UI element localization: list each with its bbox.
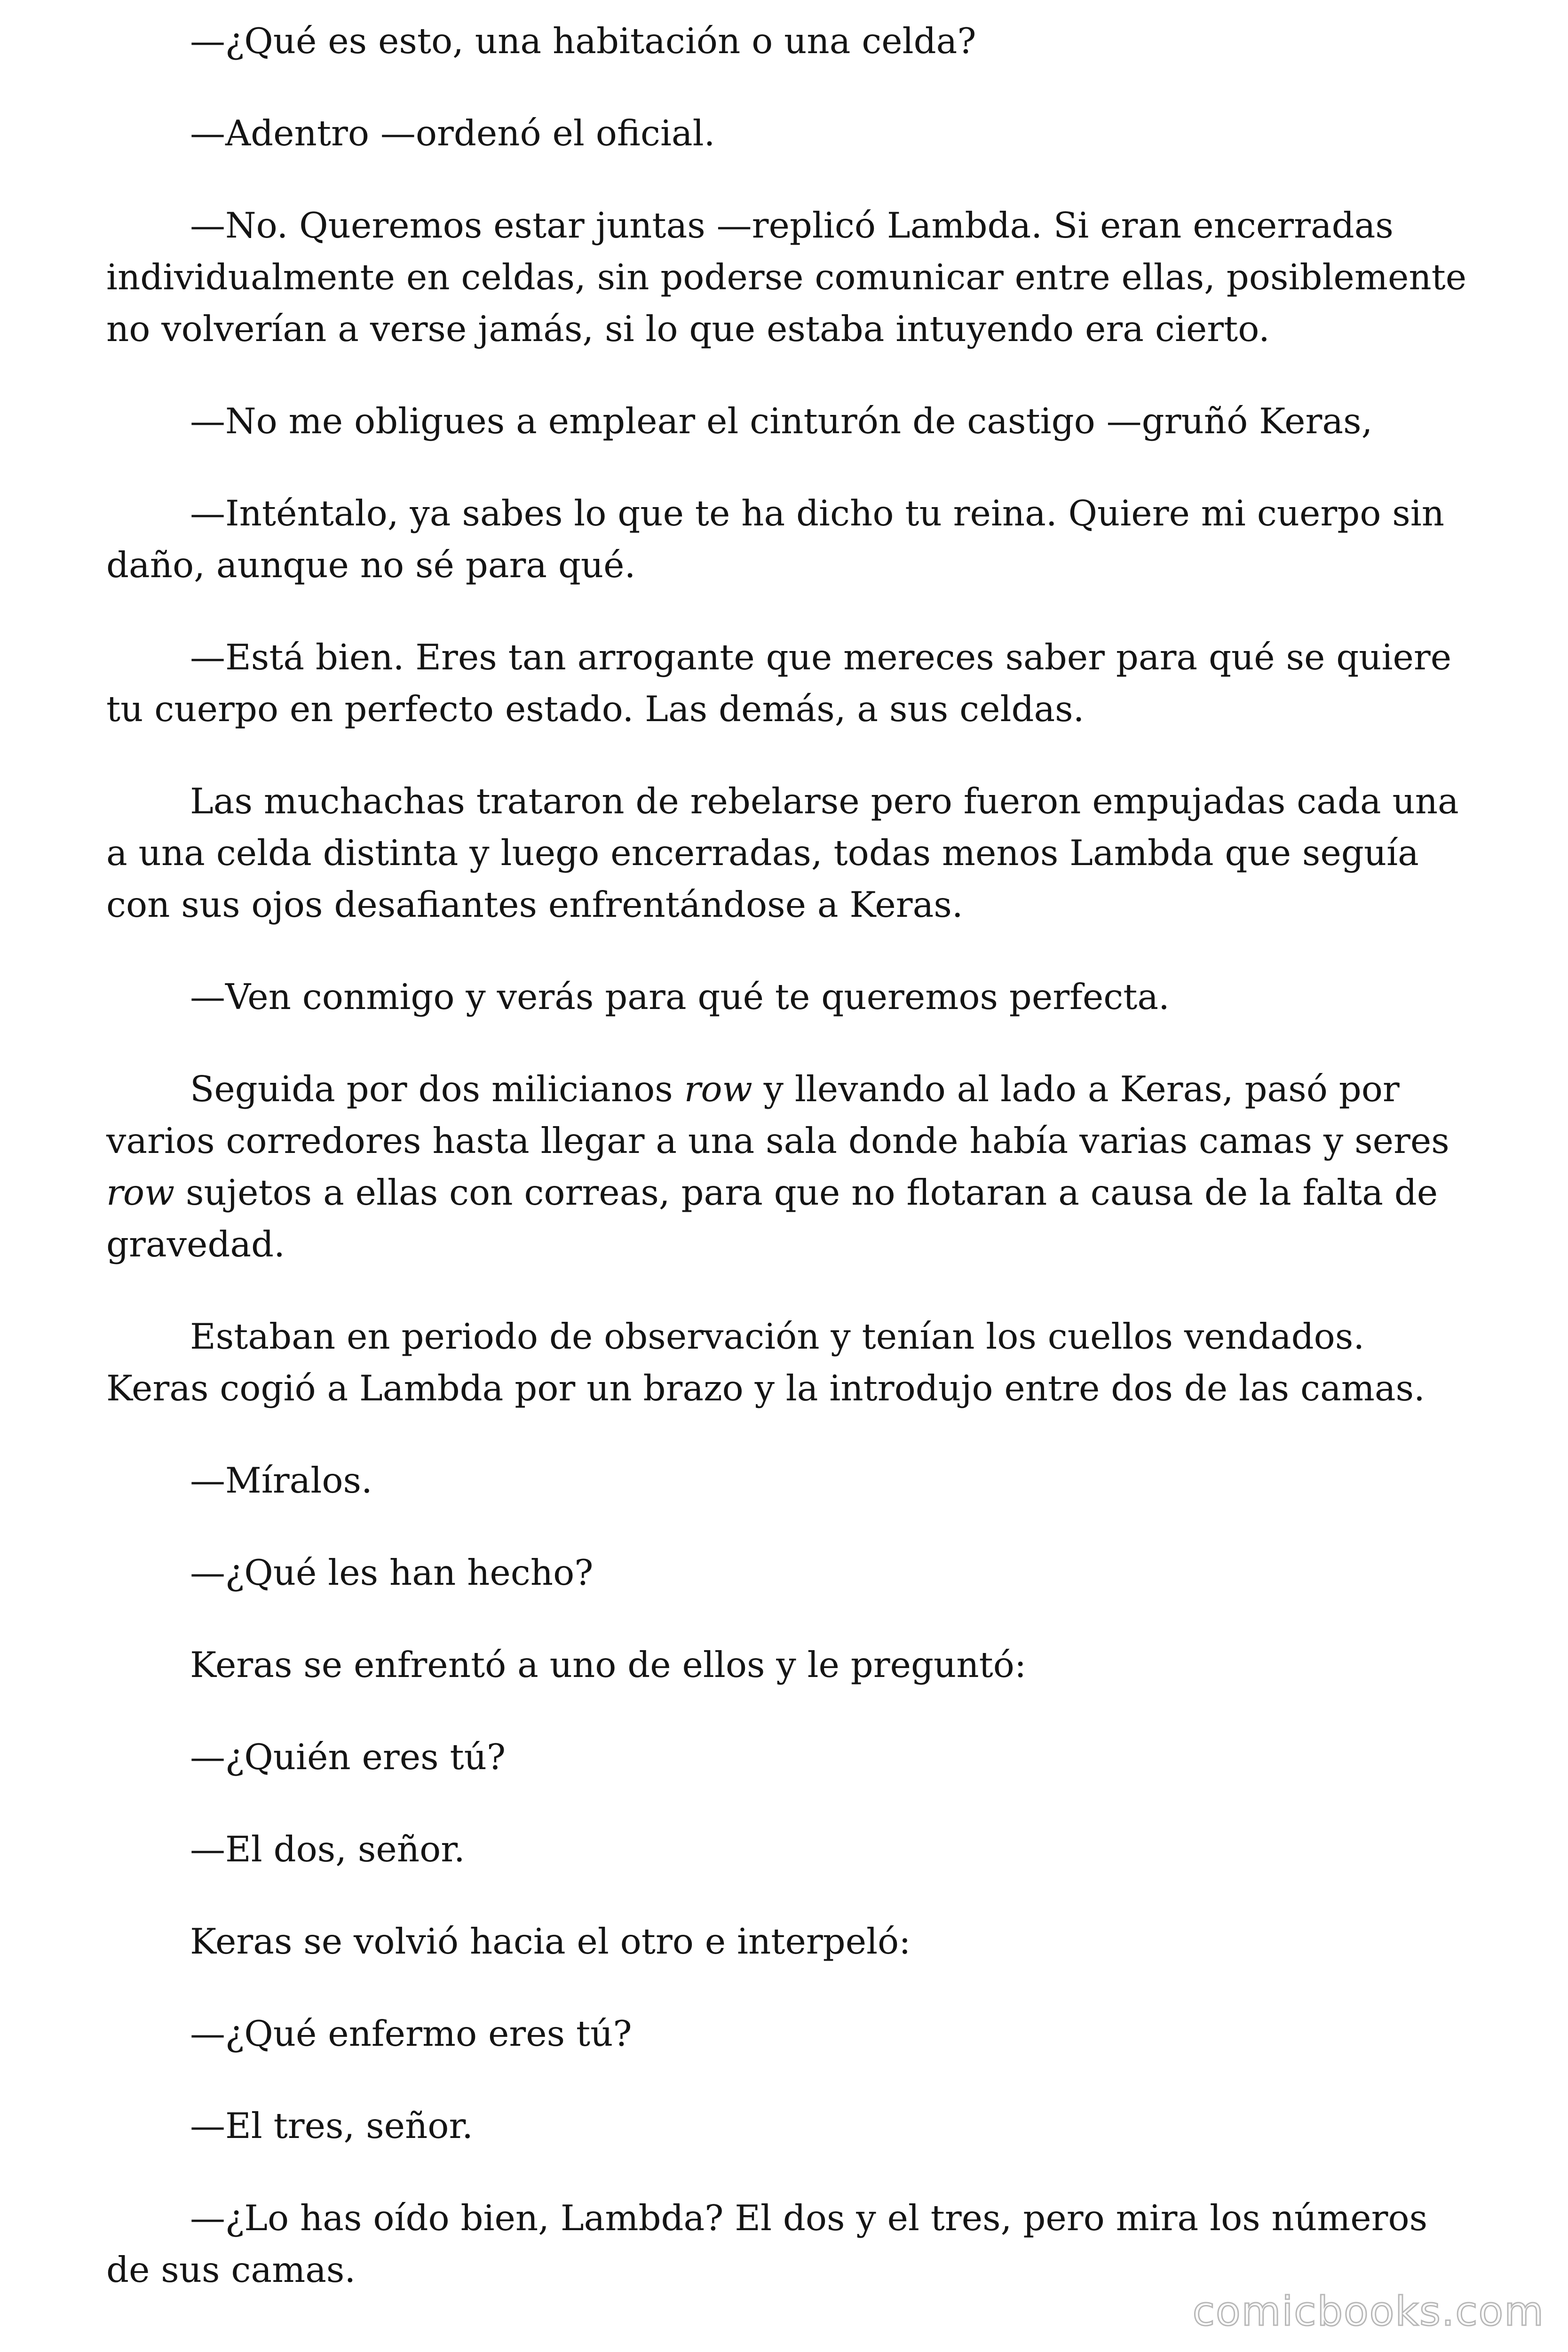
paragraph: —Adentro —ordenó el oficial.	[190, 112, 715, 154]
paragraph: —¿Lo has oído bien, Lambda? El dos y el tres, pero mira los números de sus camas.	[106, 2197, 1428, 2290]
paragraph: —Míralos.	[190, 1460, 372, 1501]
paragraph: Keras se enfrentó a uno de ellos y le preguntó:	[190, 1644, 1027, 1685]
italic-word: row	[684, 1068, 752, 1110]
italic-word: row	[106, 1172, 175, 1213]
paragraph: —¿Qué es esto, una habitación o una celda?	[190, 20, 976, 62]
paragraph-text: sujetos a ellas con correas, para que no flotaran a causa de la falta de gravedad.	[106, 1172, 1438, 1265]
paragraph: Las muchachas trataron de rebelarse pero fueron empujadas cada una a una celda distinta y luego encerradas, todas menos Lambda que seguía con sus ojos desafiantes enfrentándose a Keras.	[106, 780, 1459, 925]
paragraph: —No. Queremos estar juntas —replicó Lambda. Si eran encerradas individualmente en celdas, sin poderse comunicar entre ellas, posiblemente no volverían a verse jamás, si lo que estaba intuyendo era cierto.	[106, 205, 1467, 350]
paragraph: —El tres, señor.	[190, 2105, 473, 2146]
paragraph: —Está bien. Eres tan arrogante que mereces saber para qué se quiere tu cuerpo en perfecto estado. Las demás, a sus celdas.	[106, 636, 1452, 730]
paragraph: —No me obligues a emplear el cinturón de castigo —gruñó Keras,	[190, 400, 1373, 442]
paragraph: —¿Quién eres tú?	[190, 1736, 506, 1778]
paragraph: —¿Qué les han hecho?	[190, 1552, 594, 1593]
paragraph: Estaban en periodo de observación y tenían los cuellos vendados. Keras cogió a Lambda por un brazo y la introdujo entre dos de las camas.	[106, 1316, 1425, 1409]
paragraph: —¿Qué enfermo eres tú?	[190, 2013, 632, 2054]
watermark: comicbooks.com	[1192, 2288, 1544, 2335]
book-page	[106, 15, 1470, 2336]
paragraph: —Ven conmigo y verás para qué te queremos perfecta.	[190, 976, 1170, 1017]
paragraph-with-italics	[106, 1063, 1470, 1270]
paragraph-text: y llevando al lado a Keras, pasó por varios corredores hasta llegar a una sala donde había varias camas y seres	[106, 1068, 1449, 1161]
paragraph-text: Seguida por dos milicianos	[190, 1068, 684, 1110]
paragraph: —El dos, señor.	[190, 1828, 465, 1870]
paragraph: Keras se volvió hacia el otro e interpeló:	[190, 1921, 911, 1962]
paragraph: —Inténtalo, ya sabes lo que te ha dicho tu reina. Quiere mi cuerpo sin daño, aunque no sé para qué.	[106, 493, 1445, 586]
